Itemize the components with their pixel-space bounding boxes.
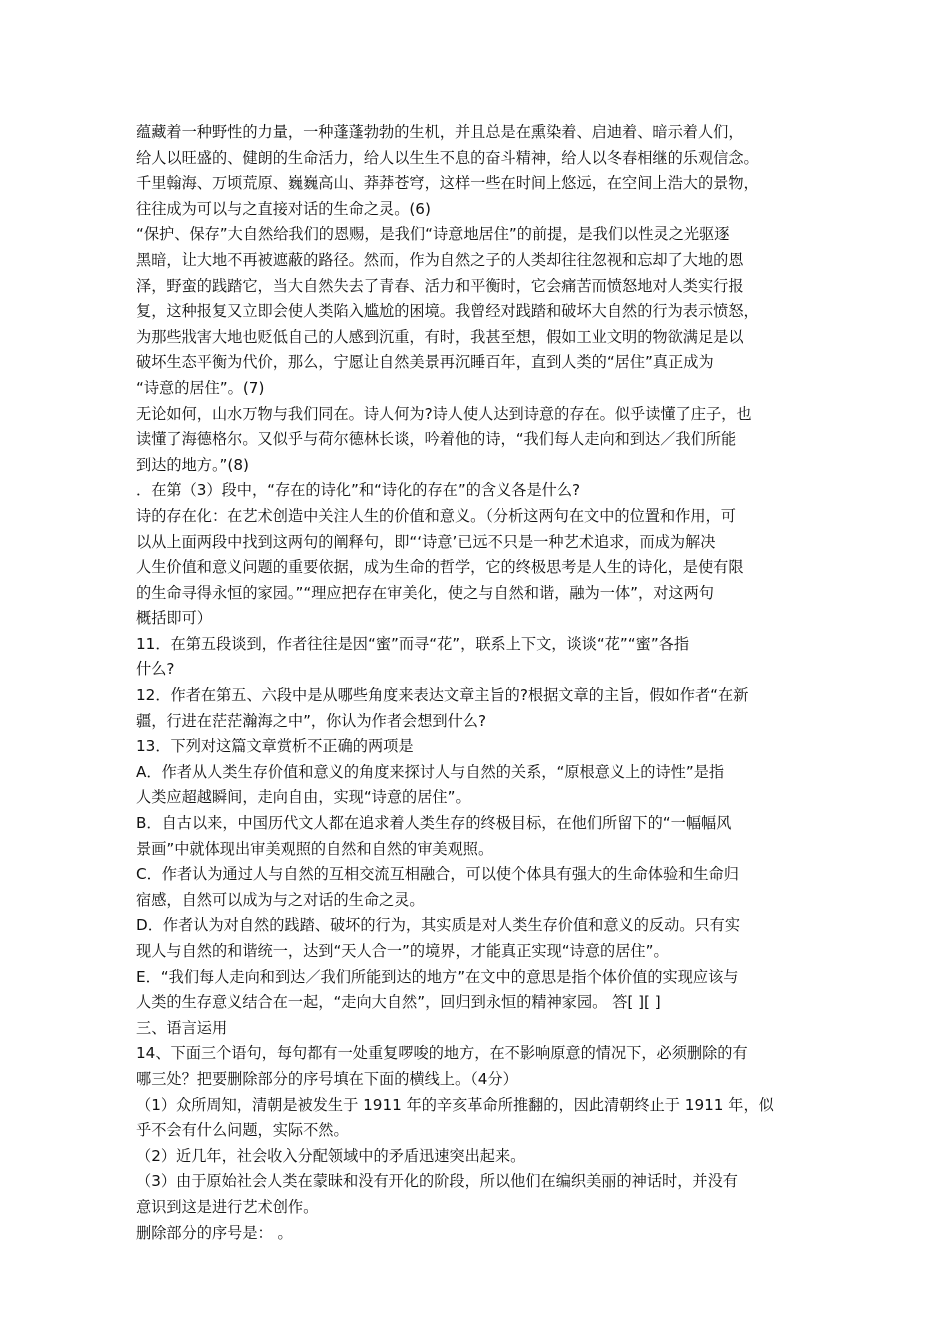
- text-line: 什么?: [136, 660, 175, 679]
- text-line: “诗意的居住”。(7): [136, 378, 265, 397]
- text-line: 宿感，自然可以成为与之对话的生命之灵。: [136, 890, 425, 909]
- text-line: 的生命寻得永恒的家园。”“理应把存在审美化，使之与自然和谐，融为一体”，对这两句: [136, 583, 714, 602]
- text-line: 蕴藏着一种野性的力量，一种蓬蓬勃勃的生机，并且总是在熏染着、启迪着、暗示着人们，: [136, 123, 744, 141]
- text-line: 现人与自然的和谐统一，达到“天人合一”的境界，才能真正实现“诗意的居住”。: [136, 942, 669, 960]
- text-line: 到达的地方。”(8): [136, 455, 249, 474]
- text-line: 意识到这是进行艺术创作。: [136, 1197, 319, 1216]
- text-line: 破坏生态平衡为代价，那么，宁愿让自然美景再沉睡百年，直到人类的“居住”真正成为: [136, 353, 714, 372]
- text-line: 14、下面三个语句，每句都有一处重复啰唆的地方，在不影响原意的情况下，必须删除的有: [136, 1044, 748, 1063]
- text-line: C．作者认为通过人与自然的互相交流互相融合，可以使个体具有强大的生命体验和生命归: [136, 865, 739, 884]
- text-line: 泽，野蛮的践踏它，当大自然失去了青春、活力和平衡时，它会痛苦而愤怒地对人类实行报: [136, 276, 744, 295]
- text-line: 12．作者在第五、六段中是从哪些角度来表达文章主旨的?根据文章的主旨，假如作者“在新: [136, 686, 749, 705]
- text-line: E．“我们每人走向和到达／我们所能到达的地方”在文中的意思是指个体价值的实现应该与: [136, 967, 739, 986]
- text-line: 以从上面两段中找到这两句的阐释句，即“‘诗意’已远不只是一种艺术追求，而成为解决: [136, 532, 716, 551]
- text-line: 景画”中就体现出审美观照的自然和自然的审美观照。: [136, 839, 494, 858]
- text-line: 无论如何，山水万物与我们同在。诗人何为?诗人使人达到诗意的存在。似乎读懂了庄子，也: [136, 404, 752, 423]
- text-line: 黑暗，让大地不再被遮蔽的路径。然而，作为自然之子的人类却往往忽视和忘却了大地的恩: [136, 250, 744, 269]
- text-line: （2）近几年，社会收入分配领域中的矛盾迅速突出起来。: [136, 1146, 526, 1165]
- text-line: 乎不会有什么问题，实际不然。: [136, 1121, 349, 1140]
- text-line: “保护、保存”大自然给我们的恩赐，是我们“诗意地居住”的前提，是我们以性灵之光驱逐: [136, 225, 730, 244]
- text-line: 往往成为可以与之直接对话的生命之灵。(6): [136, 199, 431, 218]
- text-line: 三、语言运用: [136, 1018, 228, 1037]
- text-line: 人类应超越瞬间，走向自由，实现“诗意的居住”。: [136, 788, 471, 807]
- text-line: 给人以旺盛的、健朗的生命活力，给人以生生不息的奋斗精神，给人以冬春相继的乐观信念。: [136, 148, 759, 167]
- text-line: 读懂了海德格尔。又似乎与荷尔德林长谈，吟着他的诗，“我们每人走向和到达／我们所能: [136, 430, 737, 449]
- text-line: 诗的存在化：在艺术创造中关注人生的价值和意义。（分析这两句在文中的位置和作用，可: [136, 506, 736, 525]
- text-line: 概括即可）: [136, 609, 212, 628]
- text-line: 疆，行进在茫茫瀚海之中”，你认为作者会想到什么?: [136, 711, 487, 730]
- text-line: 复，这种报复又立即会使人类陷入尴尬的困境。我曾经对践踏和破坏大自然的行为表示愤怒，: [136, 302, 759, 321]
- document-text: [136, 120, 824, 1246]
- text-line: 11．在第五段谈到，作者往往是因“蜜”而寻“花”，联系上下文，谈谈“花”“蜜”各指: [136, 634, 690, 653]
- text-line: A．作者从人类生存价值和意义的角度来探讨人与自然的关系，“原根意义上的诗性”是指: [136, 762, 725, 781]
- text-line: D．作者认为对自然的践踏、破坏的行为，其实质是对人类生存价值和意义的反动。只有实: [136, 916, 741, 935]
- text-line: 为那些戕害大地也贬低自己的人感到沉重，有时，我甚至想，假如工业文明的物欲满足是以: [136, 327, 744, 346]
- text-line: （3）由于原始社会人类在蒙昧和没有开化的阶段，所以他们在编织美丽的神话时，并没有: [136, 1172, 738, 1191]
- text-line: 哪三处？把要删除部分的序号填在下面的横线上。（4分）: [136, 1069, 518, 1088]
- text-line: 千里翰海、万顷荒原、巍巍高山、莽莽苍穹，这样一些在时间上悠远，在空间上浩大的景物，: [136, 174, 759, 193]
- text-line: 人类的生存意义结合在一起，“走向大自然”，回归到永恒的精神家园。 答[ ][ ]: [136, 993, 661, 1012]
- text-line: B．自古以来，中国历代文人都在追求着人类生存的终极目标，在他们所留下的“一幅幅风: [136, 814, 732, 833]
- text-line: 13．下列对这篇文章赏析不正确的两项是: [136, 737, 414, 756]
- text-line: ．在第（3）段中，“存在的诗化”和“诗化的存在”的含义各是什么?: [136, 481, 581, 500]
- text-line: 人生价值和意义问题的重要依据，成为生命的哲学，它的终极思考是人生的诗化，是使有限: [136, 558, 744, 577]
- text-line: 删除部分的序号是： 。: [136, 1223, 293, 1242]
- text-line: （1）众所周知，清朝是被发生于 1911 年的辛亥革命所推翻的，因此清朝终止于 1911 年，似: [136, 1095, 774, 1114]
